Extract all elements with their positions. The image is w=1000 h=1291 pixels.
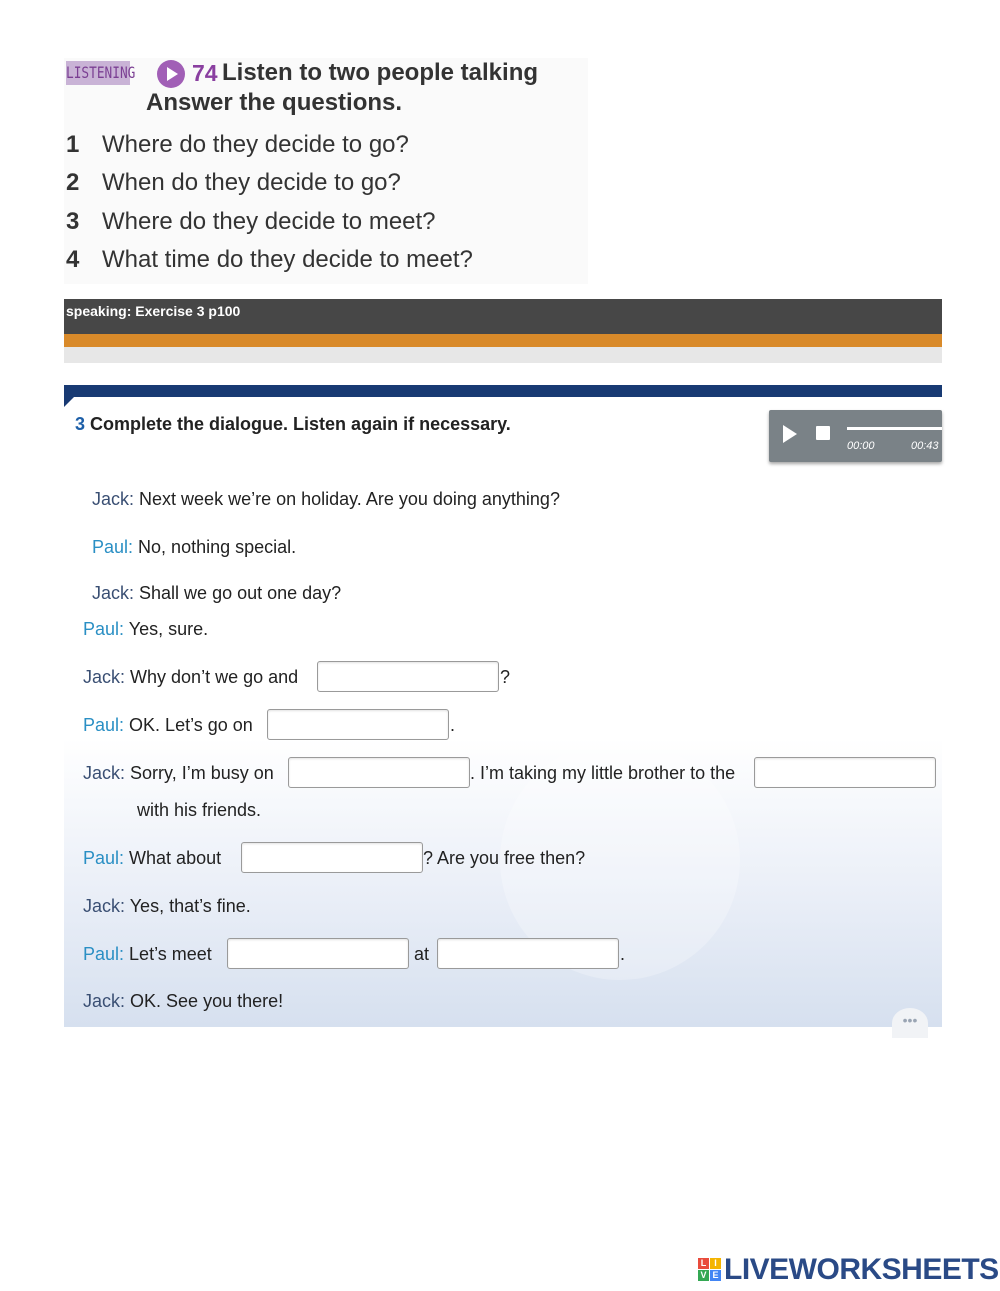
speaker-paul: Paul: [83, 715, 125, 735]
answer-blank-1[interactable] [317, 661, 499, 692]
listening-title: Listen to two people talking [222, 59, 539, 86]
exercise-instruction [75, 412, 511, 436]
speaker-paul: Paul: [83, 944, 125, 964]
question-text: Where do they decide to meet? [102, 208, 436, 235]
speaker-jack: Jack: [92, 583, 135, 603]
chat-bubble-icon[interactable]: ••• [892, 1008, 928, 1038]
progress-track[interactable] [847, 427, 942, 430]
dialogue-line [83, 942, 212, 966]
speaker-paul: Paul: [83, 848, 125, 868]
dialogue-line [83, 846, 221, 870]
question-text: What time do they decide to meet? [102, 246, 473, 273]
time-elapsed: 00:00 [847, 440, 875, 452]
question-item [66, 207, 436, 237]
listening-subtitle: Answer the questions. [146, 89, 403, 116]
exercise-number: 3 [75, 414, 86, 434]
speaker-paul: Paul: [92, 537, 134, 557]
speaker-jack: Jack: [92, 489, 135, 509]
answer-blank-7[interactable] [437, 938, 619, 969]
time-total: 00:43 [911, 440, 939, 452]
line-text: Shall we go out one day? [139, 583, 342, 603]
line-continuation: with his friends. [137, 800, 262, 820]
exercise-panel-top-bar [64, 385, 942, 397]
dialogue-line [92, 535, 296, 559]
grey-divider [64, 347, 942, 363]
line-text-middle: at [414, 944, 430, 964]
line-text: Let’s meet [129, 944, 212, 964]
dialogue-line [92, 581, 341, 605]
liveworksheets-logo-icon [698, 1258, 722, 1282]
dialogue-line [83, 894, 251, 918]
question-number: 1 [66, 131, 80, 158]
answer-blank-6[interactable] [227, 938, 409, 969]
audio-play-icon[interactable] [157, 60, 185, 88]
speaker-jack: Jack: [83, 667, 126, 687]
logo-letter: V [698, 1270, 709, 1281]
question-text: When do they decide to go? [102, 169, 401, 196]
question-item [66, 130, 409, 160]
orange-divider [64, 334, 942, 347]
line-text: OK. See you there! [130, 991, 284, 1011]
line-text: Next week we’re on holiday. Are you doing anything? [139, 489, 560, 509]
play-icon[interactable] [783, 425, 797, 443]
line-punct: ? [500, 667, 511, 687]
listening-tag: LISTENING [66, 61, 130, 85]
speaking-label: speaking: Exercise 3 p100 [66, 303, 241, 319]
dialogue-line [83, 617, 208, 641]
track-number: 74 [192, 60, 218, 86]
line-punct: . [620, 944, 626, 964]
panel-corner-flag [64, 397, 74, 407]
answer-blank-2[interactable] [267, 709, 449, 740]
stop-icon[interactable] [816, 426, 830, 440]
line-text: Sorry, I’m busy on [130, 763, 274, 783]
logo-letter: I [710, 1258, 721, 1269]
speaker-jack: Jack: [83, 991, 126, 1011]
dialogue-line [92, 487, 560, 511]
dialogue-line [83, 713, 253, 737]
question-text: Where do they decide to go? [102, 131, 409, 158]
line-text: Why don’t we go and [130, 667, 299, 687]
line-text: OK. Let’s go on [129, 715, 253, 735]
speaker-jack: Jack: [83, 763, 126, 783]
logo-letter: E [710, 1270, 721, 1281]
question-number: 4 [66, 246, 80, 273]
answer-blank-5[interactable] [241, 842, 423, 873]
dialogue-line [83, 665, 298, 689]
dialogue-line [83, 761, 274, 785]
question-number: 3 [66, 208, 80, 235]
line-text: Yes, that’s fine. [129, 896, 251, 916]
speaker-paul: Paul: [83, 619, 125, 639]
answer-blank-4[interactable] [754, 757, 936, 788]
liveworksheets-logo-text: LIVEWORKSHEETS [724, 1253, 999, 1286]
line-text: No, nothing special. [138, 537, 297, 557]
answer-blank-3[interactable] [288, 757, 470, 788]
exercise-panel [64, 385, 942, 1027]
line-text-middle: . I’m taking my little brother to the [470, 763, 736, 783]
logo-letter: L [698, 1258, 709, 1269]
dialogue-line [83, 989, 283, 1013]
line-text: What about [129, 848, 222, 868]
speaker-jack: Jack: [83, 896, 126, 916]
exercise-instruction-text: Complete the dialogue. Listen again if necessary. [90, 414, 511, 434]
question-number: 2 [66, 169, 80, 196]
line-punct: . [450, 715, 456, 735]
question-item [66, 168, 401, 198]
question-item [66, 245, 473, 275]
line-text-after: ? Are you free then? [423, 848, 586, 868]
line-text: Yes, sure. [128, 619, 209, 639]
